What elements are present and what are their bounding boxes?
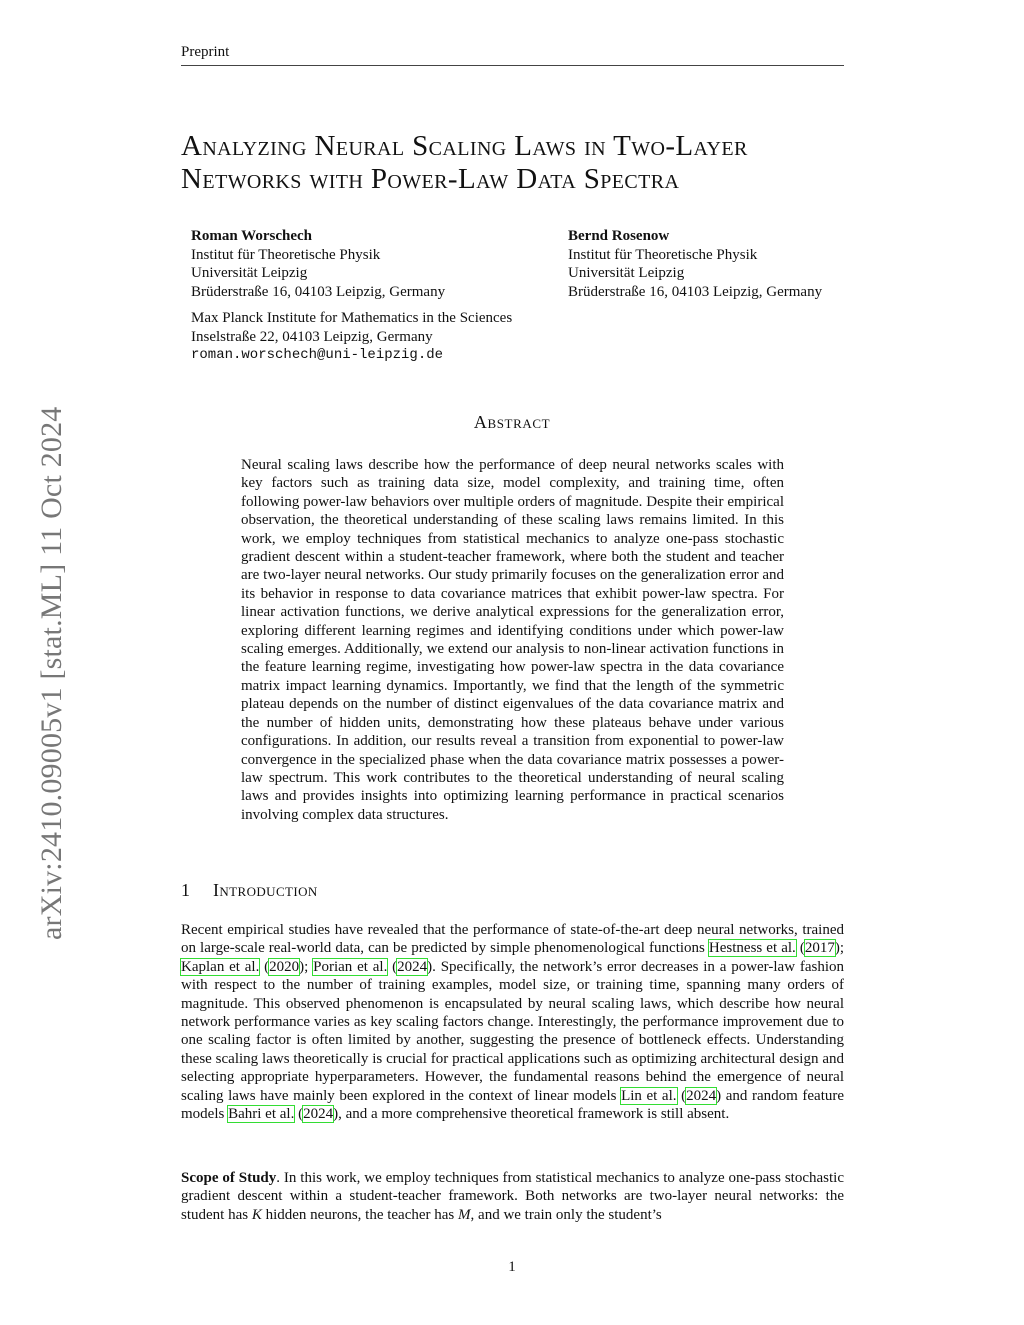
title-line-2: Networks with Power-Law Data Spectra — [181, 163, 680, 195]
title-line-1: Analyzing Neural Scaling Laws in Two-Layer — [181, 130, 748, 162]
author-block-left — [191, 227, 512, 365]
paragraph-lead: Scope of Study — [181, 1170, 277, 1186]
author-affiliation: Brüderstraße 16, 04103 Leipzig, Germany — [568, 283, 823, 300]
author-affiliation: Institut für Theoretische Physik — [568, 246, 758, 263]
section-title: Introduction — [213, 880, 318, 900]
intro-paragraph-1: Recent empirical studies have revealed that the performance of state-of-the-art deep neural networks, trained on large-scale real-world data, can be predicted by simple phenomenological functions Hestness et al. (2017); Kaplan et al. (2020); Porian et al. (2024). Specifically, the network’s error decreases in a power-law fashion with respect to the number of training examples, model size, or training time, spanning many orders of magnitude. This observed phenomenon is encapsulated by neural scaling laws, which describe how neural network performance varies as key scaling factors change. Interestingly, the performance improvement due to one scaling factor is often limited by another, suggesting the presence of bottleneck effects. Understanding these scaling laws theoretically is crucial for practical applications such as optimizing architectural design and selecting appropriate hyperparameters. However, the fundamental reasons behind the emergence of neural scaling laws have mainly been explored in the context of linear models Lin et al. (2024) and random feature models Bahri et al. (2024), and a more comprehensive theoretical framework is still absent. — [181, 922, 845, 1123]
citation-year-link[interactable]: 2024 — [686, 1087, 717, 1104]
citation-link[interactable]: Porian et al. — [313, 958, 388, 975]
section-number: 1 — [181, 880, 191, 900]
citation-link[interactable]: Bahri et al. — [228, 1106, 295, 1123]
author-affiliation: Max Planck Institute for Mathematics in the Sciences — [191, 310, 513, 326]
running-header: Preprint — [181, 44, 230, 60]
author-name-left: Roman Worschech — [191, 228, 312, 244]
abstract-heading: Abstract — [473, 412, 551, 432]
arxiv-identifier: arXiv:2410.09005v1 [stat.ML] 11 Oct 2024 — [35, 406, 68, 940]
author-affiliation: Universität Leipzig — [568, 265, 685, 281]
author-affiliation: Institut für Theoretische Physik — [191, 246, 381, 263]
abstract-text: Neural scaling laws describe how the performance of deep neural networks scales with key factors such as training data size, model complexity, and training time, often following power-law behaviors over multiple orders of magnitude. Despite their empirical observation, the theoretical understanding of these scaling laws remains limited. In this work, we employ techniques from statistical mechanics to analyze one-pass stochastic gradient descent within a student-teacher framework, where both the student and teacher are two-layer neural networks. Our study primarily focuses on the generalization error and its behavior in response to data covariance matrices that exhibit power-law spectra. For linear activation functions, we derive analytical expressions for the generalization error, exploring different learning regimes and identifying conditions under which power-law scaling emerges. Additionally, we extend our analysis to non-linear activation functions in the feature learning regime, investigating how power-law spectra in the data covariance matrix impact learning dynamics. Importantly, we find that the length of the symmetric plateau depends on the number of distinct eigenvalues of the data covariance matrix and the number of hidden units, demonstrating how these plateaus behave under various configurations. In addition, our results reveal a transition from exponential to power-law convergence in the specialized phase when the data covariance matrix possesses a power-law spectrum. This work contributes to the theoretical understanding of neural scaling laws and provides insights into optimizing learning performance in practical scenarios involving complex data structures. — [241, 457, 784, 823]
citation-year-link[interactable]: 2024 — [397, 958, 428, 975]
author-affiliation: Brüderstraße 16, 04103 Leipzig, Germany — [191, 283, 446, 300]
section-heading-introduction — [181, 880, 318, 901]
author-affiliation: Universität Leipzig — [191, 265, 308, 281]
citation-year-link[interactable]: 2017 — [804, 940, 835, 957]
math-symbol: K — [251, 1206, 262, 1223]
header-rule — [181, 65, 844, 66]
citation-link[interactable]: Hestness et al. — [708, 940, 796, 957]
citation-year-link[interactable]: 2020 — [269, 958, 300, 975]
math-symbol: M — [458, 1206, 471, 1223]
citation-link[interactable]: Kaplan et al. — [181, 958, 260, 975]
author-email[interactable]: roman.worschech@uni-leipzig.de — [191, 347, 444, 363]
author-name-right: Bernd Rosenow — [568, 228, 670, 244]
author-affiliation: Inselstraße 22, 04103 Leipzig, Germany — [191, 328, 433, 345]
citation-link[interactable]: Lin et al. — [621, 1087, 677, 1104]
page-number: 1 — [508, 1259, 516, 1275]
citation-year-link[interactable]: 2024 — [303, 1106, 334, 1123]
intro-paragraph-2: Scope of Study. In this work, we employ techniques from statistical mechanics to analyze one-pass stochastic gradient descent within a student-teacher framework. Both networks are two-layer neural networks: the student has K hidden neurons, the teacher has M, and we train only the student’s — [181, 1170, 844, 1223]
author-block-right — [568, 227, 822, 301]
paper-title — [181, 130, 861, 196]
